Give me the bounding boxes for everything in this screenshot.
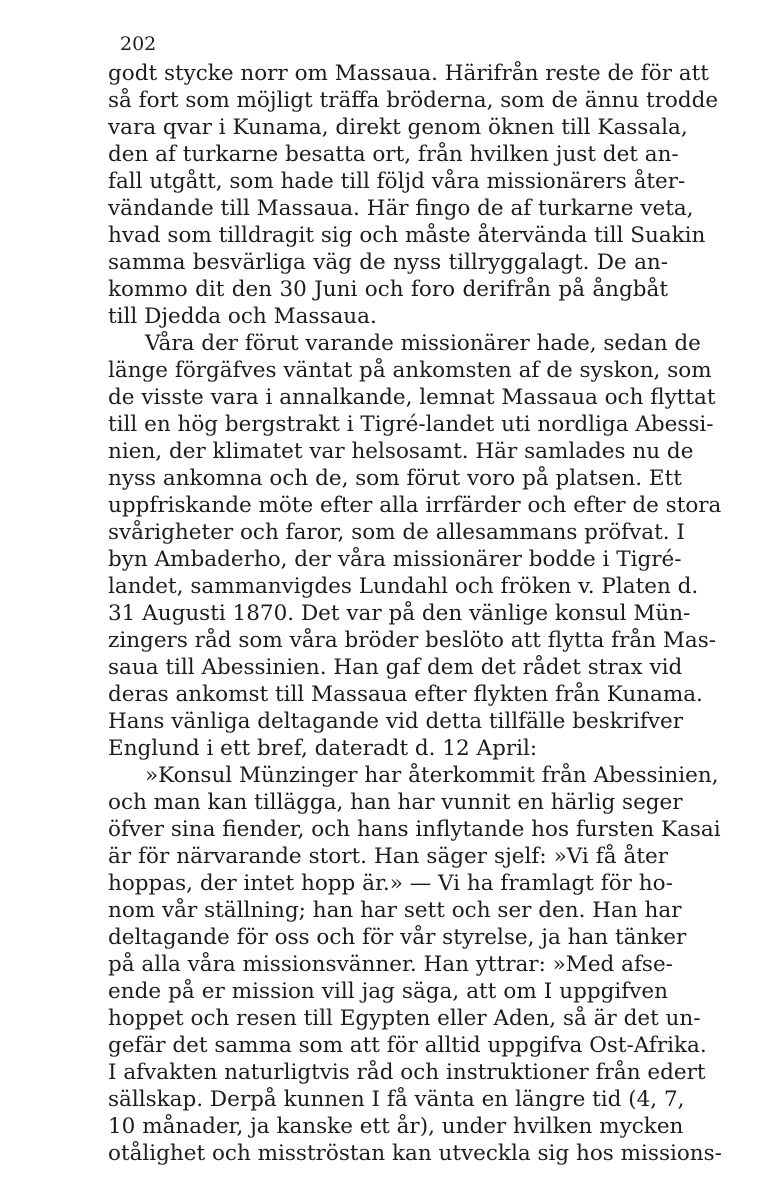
text-line: nyss ankomna och de, som förut voro på platsen. Ett <box>108 466 682 491</box>
page-number: 202 <box>120 33 157 55</box>
text-line: otålighet och misströstan kan utveckla sig hos missions- <box>108 1141 722 1166</box>
text-line: uppfriskande möte efter alla irrfärder och efter de stora <box>108 493 722 518</box>
text-line: samma besvärliga väg de nyss tillryggalagt. De an- <box>108 250 668 275</box>
paragraph-start-line: Våra der förut varande missionärer hade, sedan de <box>145 331 701 356</box>
text-line: på alla våra missionsvänner. Han yttrar: »Med afse- <box>108 952 673 977</box>
text-line: gefär det samma som att för alltid uppgifva Ost-Afrika. <box>108 1033 707 1058</box>
text-line: vara qvar i Kunama, direkt genom öknen till Kassala, <box>108 115 688 140</box>
paragraph-start-line: »Konsul Münzinger har återkommit från Abessinien, <box>145 763 719 788</box>
text-line: öfver sina fiender, och hans inflytande hos fursten Kasai <box>108 817 721 842</box>
text-line: saua till Abessinien. Han gaf dem det rådet strax vid <box>108 655 683 680</box>
text-line: I afvakten naturligtvis råd och instruktioner från edert <box>108 1060 706 1085</box>
text-line: 31 Augusti 1870. Det var på den vänlige konsul Mün- <box>108 601 691 626</box>
text-line: deltagande för oss och för vår styrelse, ja han tänker <box>108 925 687 950</box>
text-line: Hans vänliga deltagande vid detta tillfälle beskrifver <box>108 709 684 734</box>
text-line: hoppet och resen till Egypten eller Aden, så är det un- <box>108 1006 701 1031</box>
text-line: är för närvarande stort. Han säger sjelf: »Vi få åter <box>108 844 668 869</box>
text-line: godt stycke norr om Massaua. Härifrån reste de för att <box>108 61 709 86</box>
text-line: till Djedda och Massaua. <box>108 304 377 329</box>
text-line: kommo dit den 30 Juni och foro derifrån på ångbåt <box>108 277 668 302</box>
text-line: nien, der klimatet var helsosamt. Här samlades nu de <box>108 439 694 464</box>
text-line: hvad som tilldragit sig och måste återvända till Suakin <box>108 223 706 248</box>
text-line: länge förgäfves väntat på ankomsten af de syskon, som <box>108 358 712 383</box>
text-line: hoppas, der intet hopp är.» — Vi ha framlagt för ho- <box>108 871 673 896</box>
text-line: landet, sammanvigdes Lundahl och fröken v. Platen d. <box>108 574 699 599</box>
text-line: de visste vara i annalkande, lemnat Massaua och flyttat <box>108 385 716 410</box>
body-text <box>108 60 722 1167</box>
text-line: 10 månader, ja kanske ett år), under hvilken mycken <box>108 1114 684 1139</box>
text-line: Englund i ett bref, dateradt d. 12 April: <box>108 736 538 761</box>
text-line: fall utgått, som hade till följd våra missionärers åter- <box>108 169 686 194</box>
text-line: nom vår ställning; han har sett och ser den. Han har <box>108 898 682 923</box>
text-line: deras ankomst till Massaua efter flykten från Kunama. <box>108 682 703 707</box>
text-line: svårigheter och faror, som de allesammans pröfvat. I <box>108 520 685 545</box>
text-line: så fort som möjligt träffa bröderna, som de ännu trodde <box>108 88 719 113</box>
text-line: sällskap. Derpå kunnen I få vänta en längre tid (4, 7, <box>108 1087 685 1112</box>
text-line: ende på er mission vill jag säga, att om I uppgifven <box>108 979 668 1004</box>
text-line: och man kan tillägga, han har vunnit en härlig seger <box>108 790 683 815</box>
text-line: vändande till Massaua. Här fingo de af turkarne veta, <box>108 196 694 221</box>
text-line: den af turkarne besatta ort, från hvilken just det an- <box>108 142 679 167</box>
text-line: byn Ambaderho, der våra missionärer bodde i Tigré- <box>108 547 682 572</box>
text-line: zingers råd som våra bröder beslöto att flytta från Mas- <box>108 628 717 653</box>
text-line: till en hög bergstrakt i Tigré-landet uti nordliga Abessi- <box>108 412 714 437</box>
